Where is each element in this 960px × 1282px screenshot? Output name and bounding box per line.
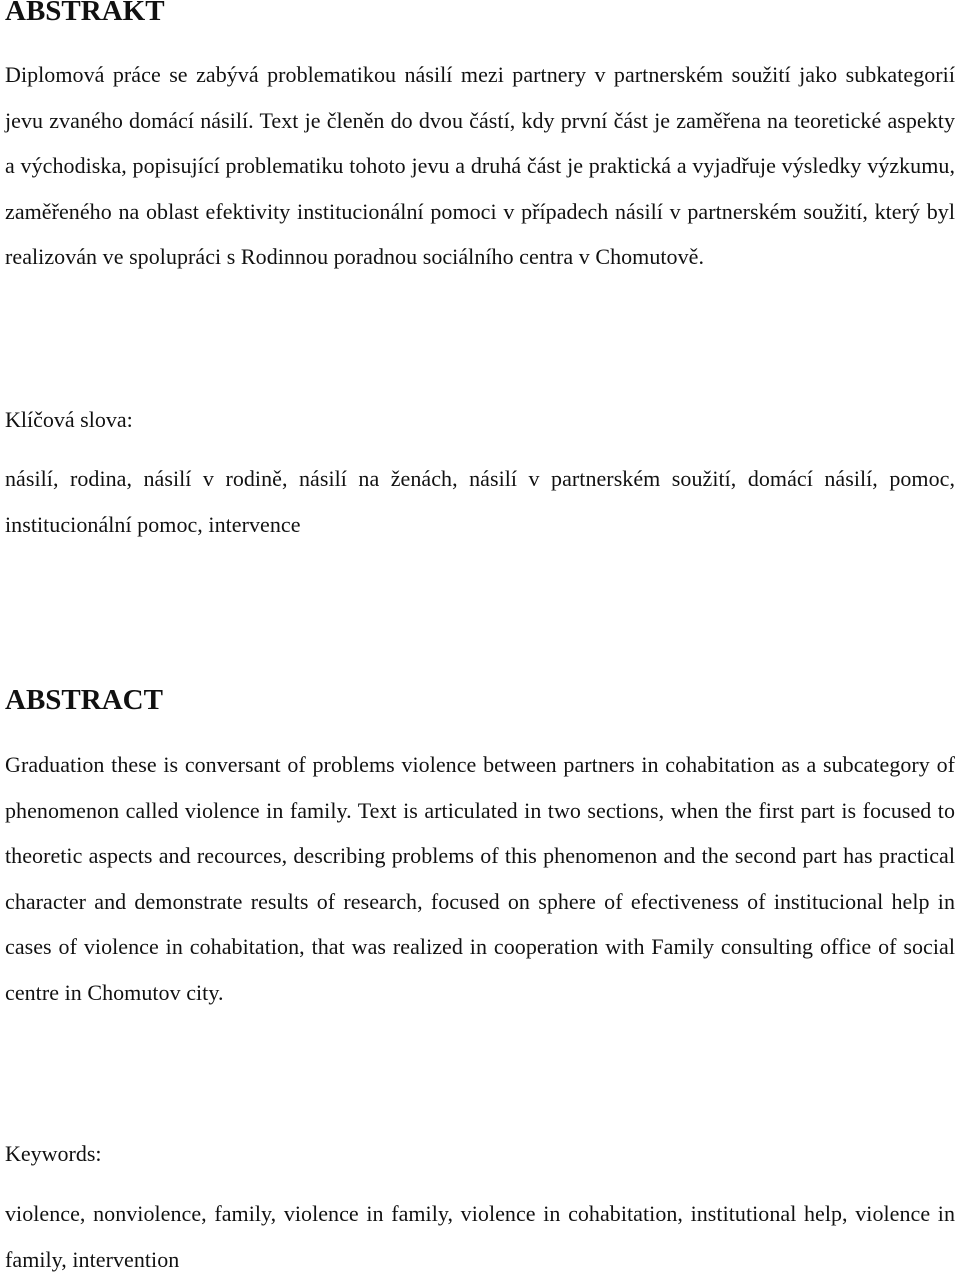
czech-keywords-list: násilí, rodina, násilí v rodině, násilí na ženách, násilí v partnerském soužití, domácí násilí, pomoc, institucionální pomoc, intervence [5,466,955,537]
czech-keywords-label: Klíčová slova: [5,407,133,432]
english-abstract-heading: ABSTRACT [5,684,163,716]
english-keywords-label: Keywords: [5,1141,102,1166]
english-abstract-paragraph: Graduation these is conversant of problems violence between partners in cohabitation as a subcategory of phenomenon called violence in family. Text is articulated in two sections, when the first part is focused to theoretic aspects and recources, describing problems of this phenomenon and the second part has practical character and demonstrate results of research, focused on sphere of efectiveness of institucional help in cases of violence in cohabitation, that was realized in cooperation with Family consulting office of social centre in Chomutov city. [5,752,955,1005]
english-keywords-list: violence, nonviolence, family, violence in family, violence in cohabitation, institutional help, violence in family, intervention [5,1201,955,1272]
czech-abstract-paragraph: Diplomová práce se zabývá problematikou násilí mezi partnery v partnerském soužití jako subkategorií jevu zvaného domácí násilí. Text je členěn do dvou částí, kdy první část je zaměřena na teoretické aspekty a východiska, popisující problematiku tohoto jevu a druhá část je praktická a vyjadřuje výsledky výzkumu, zaměřeného na oblast efektivity institucionální pomoci v případech násilí v partnerském soužití, který byl realizován ve spolupráci s Rodinnou poradnou sociálního centra v Chomutově. [5,62,955,270]
czech-abstract-heading: ABSTRAKT [5,0,165,27]
